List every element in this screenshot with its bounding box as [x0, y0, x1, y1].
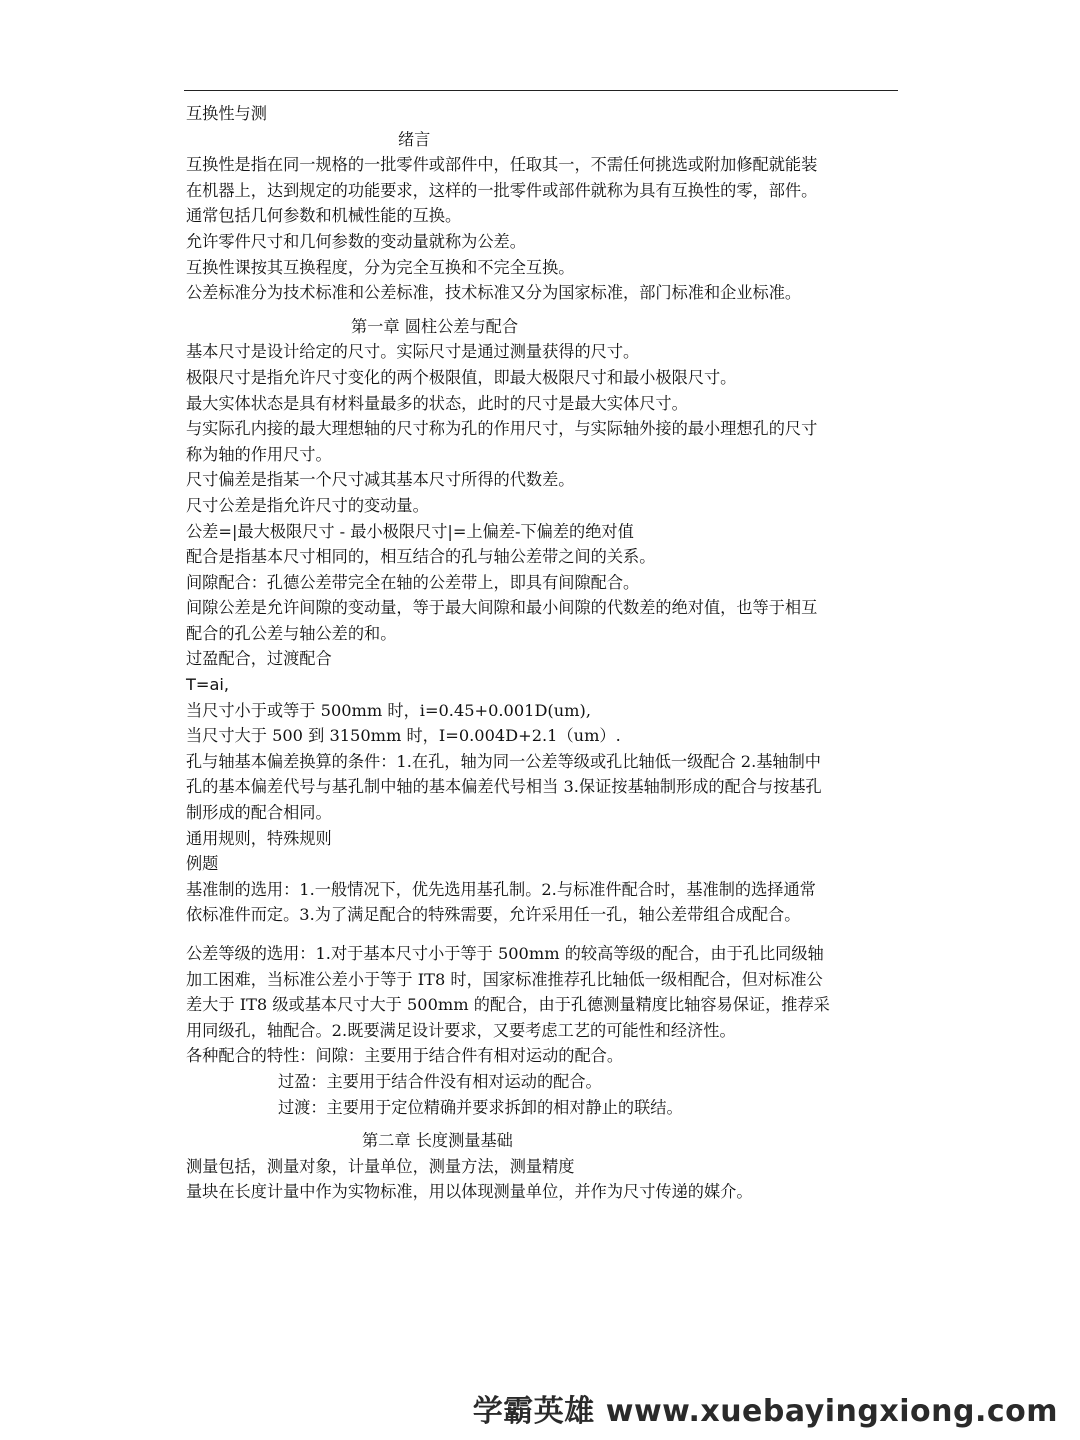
paragraph-line: 基准制的选用：1.一般情况下，优先选用基孔制。2.与标准件配合时，基准制的选择通常: [186, 879, 816, 899]
paragraph-line: 间隙公差是允许间隙的变动量，等于最大间隙和最小间隙的代数差的绝对值，也等于相互: [186, 598, 818, 618]
paragraph-line: 配合的孔公差与轴公差的和。: [186, 623, 397, 643]
paragraph-line: 过盈配合，过渡配合: [186, 649, 332, 669]
paragraph-line: 称为轴的作用尺寸。: [186, 444, 332, 464]
doc-title: 互换性与测: [186, 104, 267, 123]
chapter1-heading: 第一章 圆柱公差与配合: [351, 316, 519, 336]
paragraph-line: 依标准件而定。3.为了满足配合的特殊需要，允许采用任一孔，轴公差带组合成配合。: [186, 905, 801, 925]
paragraph-line: 通用规则，特殊规则: [186, 828, 332, 848]
paragraph-line: 测量包括，测量对象，计量单位，测量方法，测量精度: [186, 1156, 575, 1176]
chapter2-heading: 第二章 长度测量基础: [362, 1131, 513, 1151]
paragraph-line: 通常包括几何参数和机械性能的互换。: [186, 206, 462, 226]
paragraph-line: 各种配合的特性：间隙：主要用于结合件有相对运动的配合。: [186, 1046, 624, 1066]
paragraph-line: 与实际孔内接的最大理想轴的尺寸称为孔的作用尺寸，与实际轴外接的最小理想孔的尺寸: [186, 419, 818, 439]
fit-transition-line: 过渡：主要用于定位精确并要求拆卸的相对静止的联结。: [278, 1097, 683, 1117]
paragraph-line: 差大于 IT8 级或基本尺寸大于 500mm 的配合，由于孔德测量精度比轴容易保证，推荐采: [186, 995, 830, 1015]
formula-line: 当尺寸大于 500 到 3150mm 时，I=0.004D+2.1（um）.: [186, 726, 621, 746]
paragraph-line: 间隙配合：孔德公差带完全在轴的公差带上，即具有间隙配合。: [186, 572, 640, 592]
paragraph-line: 尺寸偏差是指某一个尺寸减其基本尺寸所得的代数差。: [186, 470, 575, 490]
paragraph-line: 尺寸公差是指允许尺寸的变动量。: [186, 495, 429, 515]
chapter1-section: [186, 339, 898, 1120]
paragraph-line: 极限尺寸是指允许尺寸变化的两个极限值，即最大极限尺寸和最小极限尺寸。: [186, 367, 737, 387]
paragraph-line: 制形成的配合相同。: [186, 803, 332, 823]
formula-line: 公差=|最大极限尺寸 - 最小极限尺寸|=上偏差-下偏差的绝对值: [186, 521, 634, 541]
paragraph-line: 互换性课按其互换程度，分为完全互换和不完全互换。: [186, 257, 575, 277]
site-watermark: 学霸英雄 www.xuebayingxiong.com: [472, 1394, 1058, 1429]
paragraph-line: 允许零件尺寸和几何参数的变动量就称为公差。: [186, 231, 526, 251]
paragraph-line: 配合是指基本尺寸相同的，相互结合的孔与轴公差带之间的关系。: [186, 547, 656, 567]
chapter2-section: [186, 1154, 898, 1205]
paragraph-line: 最大实体状态是具有材料量最多的状态，此时的尺寸是最大实体尺寸。: [186, 393, 688, 413]
formula-line: T=ai,: [186, 675, 230, 695]
paragraph-line: 公差标准分为技术标准和公差标准，技术标准又分为国家标准，部门标准和企业标准。: [186, 283, 802, 303]
paragraph-line: 加工困难，当标准公差小于等于 IT8 时，国家标准推荐孔比轴低一级相配合，但对标准公: [186, 969, 823, 989]
paragraph-line: 孔的基本偏差代号与基孔制中轴的基本偏差代号相当 3.保证按基轴制形成的配合与按基孔: [186, 777, 822, 797]
paragraph-line: 量块在长度计量中作为实物标准，用以体现测量单位，并作为尺寸传递的媒介。: [186, 1182, 753, 1202]
fit-interference-line: 过盈：主要用于结合件没有相对运动的配合。: [278, 1071, 602, 1091]
intro-heading: 绪言: [398, 129, 431, 149]
paragraph-line: 孔与轴基本偏差换算的条件：1.在孔，轴为同一公差等级或孔比轴低一级配合 2.基轴制中: [186, 751, 821, 771]
paragraph-line: 用同级孔，轴配合。2.既要满足设计要求，又要考虑工艺的可能性和经济性。: [186, 1020, 736, 1040]
paragraph-line: 基本尺寸是设计给定的尺寸。实际尺寸是通过测量获得的尺寸。: [186, 342, 640, 362]
paragraph-line: 例题: [186, 854, 219, 874]
document-body: [186, 101, 898, 1205]
formula-line: 当尺寸小于或等于 500mm 时，i=0.45+0.001D(um),: [186, 700, 591, 720]
intro-section: [186, 152, 898, 306]
paragraph-line: 在机器上，达到规定的功能要求，这样的一批零件或部件就称为具有互换性的零，部件。: [186, 180, 818, 200]
paragraph-line: 互换性是指在同一规格的一批零件或部件中，任取其一，不需任何挑选或附加修配就能装: [186, 155, 818, 175]
header-rule: [184, 90, 898, 91]
paragraph-line: 公差等级的选用：1.对于基本尺寸小于等于 500mm 的较高等级的配合，由于孔比同级轴: [186, 944, 824, 963]
